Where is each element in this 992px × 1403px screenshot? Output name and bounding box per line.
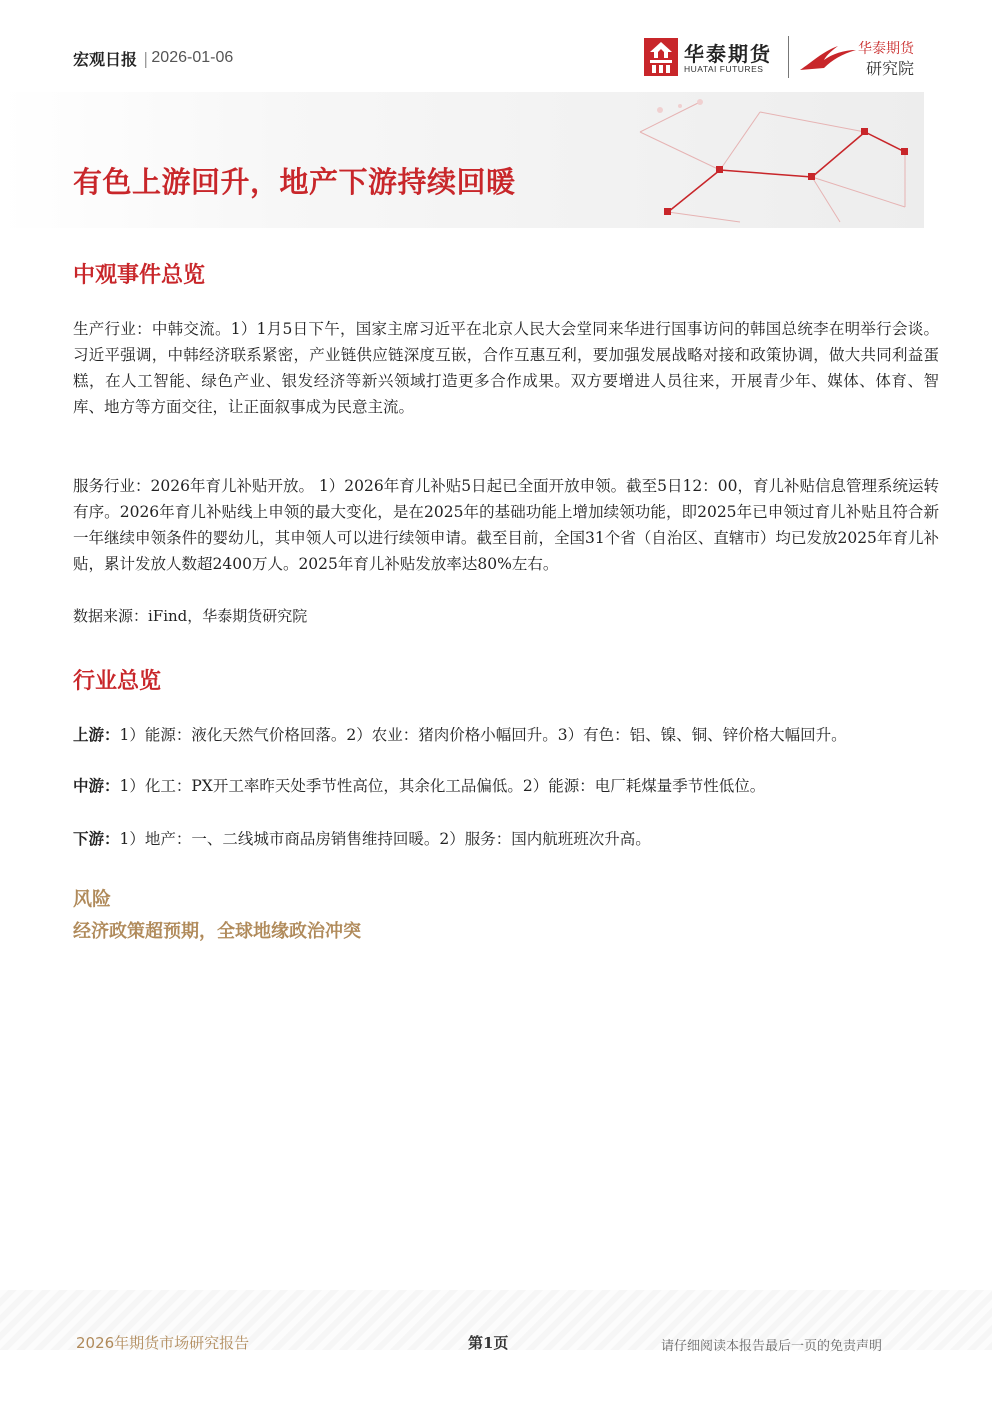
midstream-label: 中游： — [73, 777, 120, 795]
page-title: 有色上游回升，地产下游持续回暖 — [73, 165, 516, 199]
upstream-label: 上游： — [73, 726, 120, 744]
event-production-paragraph: 生产行业：中韩交流。1）1月5日下午，国家主席习近平在北京人民大会堂同来华进行国事访问的韩国总统李在明举行会谈。习近平强调，中韩经济联系紧密，产业链供应链深度互嵌，合作互惠互利，要加强发展战略对接和政策协调，做大共同利益蛋糕，在人工智能、绿色产业、银发经济等新兴领域打造更多合作成果。双方要增进人员往来，开展青少年、媒体、体育、智库、地方等方面交往，让正面叙事成为民意主流。 — [73, 320, 939, 416]
upstream-text: 1）能源：液化天然气价格回落。2）农业：猪肉价格小幅回升。3）有色：铝、镍、铜、锌价格大幅回升。 — [119, 726, 847, 744]
footer-report-name: 2026年期货市场研究报告 — [76, 1334, 250, 1352]
industry-upstream-row — [73, 723, 847, 745]
page-number: 第1页 — [468, 1334, 509, 1352]
report-type: 宏观日报 — [73, 49, 138, 69]
industry-section-title: 行业总览 — [73, 669, 162, 694]
event-service-paragraph: 服务行业：2026年育儿补贴开放。 1）2026年育儿补贴5日起已全面开放申领。截至5日12：00，育儿补贴信息管理系统运转有序。2026年育儿补贴线上申领的最大变化，是在2025年的基础功能上增加续领功能，即2025年已申领过育儿补贴且符合新一年继续申领条件的婴幼儿，其申领人可以进行续领申请。截至目前，全国31个省（自治区、直辖市）均已发放2025年育儿补贴，累计发放人数超2400万人。2025年育儿补贴发放率达80%左右。 — [73, 477, 939, 573]
logo-name-cn: 华泰期货 — [684, 42, 772, 66]
logo-name-en: HUATAI FUTURES — [684, 64, 764, 74]
industry-midstream-row — [73, 774, 765, 796]
logo-divider — [788, 36, 789, 78]
header-separator: | — [143, 48, 149, 68]
institute-bird-icon — [798, 40, 860, 72]
company-logo — [644, 34, 924, 82]
downstream-label: 下游： — [73, 830, 120, 848]
data-source: 数据来源：iFind，华泰期货研究院 — [73, 607, 308, 625]
report-header — [73, 46, 233, 70]
events-section-title: 中观事件总览 — [73, 263, 206, 288]
report-date: 2026-01-06 — [151, 49, 234, 66]
industry-downstream-row — [73, 827, 651, 849]
huatai-logo-icon — [644, 38, 678, 76]
risk-title: 风险 — [73, 888, 112, 910]
midstream-text: 1）化工：PX开工率昨天处季节性高位，其余化工品偏低。2）能源：电厂耗煤量季节性低位。 — [119, 777, 766, 795]
disclaimer-link[interactable]: 请仔细阅读本报告最后一页的免责声明 — [661, 1339, 883, 1354]
institute-name-line1: 华泰期货 — [858, 41, 914, 57]
risk-text: 经济政策超预期，全球地缘政治冲突 — [73, 921, 361, 942]
downstream-text: 1）地产：一、二线城市商品房销售维持回暖。2）服务：国内航班班次升高。 — [119, 830, 651, 848]
institute-name-line2: 研究院 — [866, 59, 915, 78]
